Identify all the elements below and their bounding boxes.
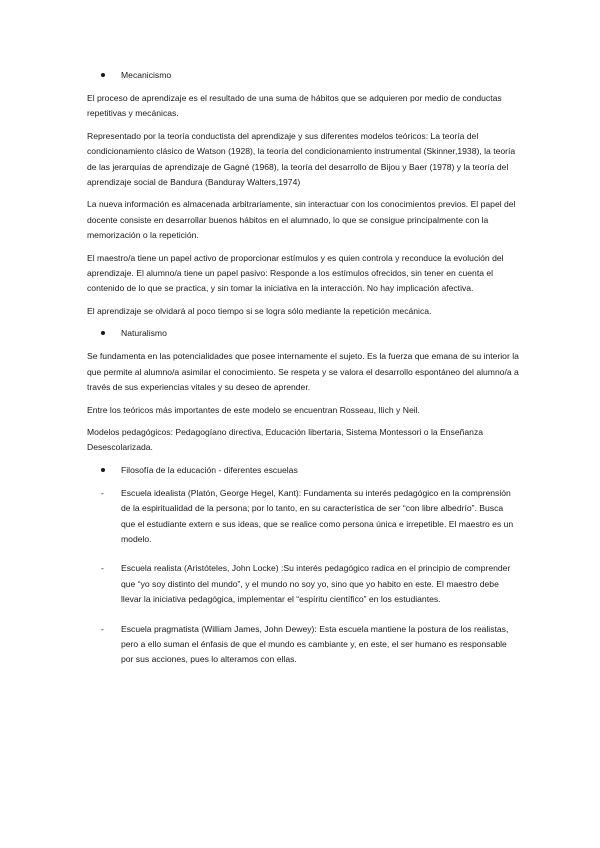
paragraph: Entre los teóricos más importantes de este modelo se encuentran Rosseau, Ilich y Neil. bbox=[87, 404, 420, 415]
list-item-text: Escuela idealista (Platón, George Hegel, Kant): Fundamenta su interés pedagógico en la comprensión de la espiritualidad de la persona; por lo tanto, en su característica de ser “con libre albedrío”. Busca que el estudiante extern e sus ideas, que se realice como persona única e irrepetible. El maestro es un modelo. bbox=[121, 487, 514, 544]
bullet-dot-icon bbox=[101, 331, 105, 335]
paragraph: El maestro/a tiene un papel activo de proporcionar estímulos y es quien controla y reconduce la evolución del aprendizaje. El alumno/a tiene un papel pasivo: Responde a los estímulos ofrecidos, sin tener en cuenta el contenido de lo que se practica, y sin tomar la iniciativa en la interacción. No hay implicación afectiva. bbox=[87, 252, 504, 294]
heading-mecanicismo: Mecanicismo bbox=[121, 70, 172, 80]
paragraph: Se fundamenta en las potencialidades que posee internamente el sujeto. Es la fuerza que emana de su interior la que permite al alumno/a asimilar el conocimiento. Se respeta y se valora el desarrollo espontáneo del alumno/a a través de sus experiencias vitales y su deseo de aprender. bbox=[87, 351, 519, 393]
list-item-escuela-idealista bbox=[87, 486, 519, 548]
bullet-heading-naturalismo bbox=[87, 326, 519, 341]
paragraph: Modelos pedagógicos: Pedagogíano directiva, Educación libertaria, Sistema Montessori o la Enseñanza Desescolarizada. bbox=[87, 426, 484, 453]
paragraph: La nueva información es almacenada arbitrariamente, sin interactuar con los conocimientos previos. El papel del docente consiste en desarrollar buenos hábitos en el alumnado, lo que se consigue principalmente con la memorización o la repetición. bbox=[87, 199, 516, 241]
bullet-dot-icon bbox=[101, 468, 105, 472]
dash-marker: - bbox=[101, 623, 104, 634]
bullet-heading-mecanicismo bbox=[87, 68, 519, 83]
paragraph: El proceso de aprendizaje es el resultado de una suma de hábitos que se adquieren por medio de conductas repetitivas y mecánicas. bbox=[87, 93, 502, 119]
list-item-escuela-realista bbox=[87, 561, 519, 607]
dash-marker: - bbox=[101, 563, 104, 574]
document-body bbox=[87, 68, 519, 682]
bullet-dot-icon bbox=[101, 73, 105, 77]
paragraph: Representado por la teoría conductista del aprendizaje y sus diferentes modelos teóricos: La teoría del condicionamiento clásico de Watson (1928), la teoría del condicionamiento instrumental (Skinner,1938), la teoría de las jerarquías de aprendizaje de Gagné (1968), la teoría del desarrollo de Bijou y Baer (1978) y la teoría del aprendizaje social de Bandura (Banduray Walters,1974) bbox=[87, 130, 516, 188]
paragraph: El aprendizaje se olvidará al poco tiempo si se logra sólo mediante la repetición mecánica. bbox=[87, 305, 432, 316]
heading-filosofia: Filosofía de la educación - diferentes escuelas bbox=[121, 464, 298, 475]
list-item-escuela-pragmatista bbox=[87, 622, 519, 668]
list-item-text: Escuela realista (Aristóteles, John Locke) :Su interés pedagógico radica en el principio de comprender que “yo soy distinto del mundo”, y el mundo no soy yo, sino que yo habito en este. El maestro debe llevar la iniciativa pedagógica, implementar el “espíritu científico” en los estudiantes. bbox=[121, 563, 511, 605]
bullet-heading-filosofia bbox=[87, 463, 519, 478]
dash-marker: - bbox=[101, 487, 104, 498]
list-item-text: Escuela pragmatista (William James, John Dewey): Esta escuela mantiene la postura de los realistas, pero a ello suman el énfasis de que el mundo es cambiante y, en este, el ser humano es responsable por sus acciones, pues lo alteramos con ellas. bbox=[121, 623, 509, 665]
heading-naturalismo: Naturalismo bbox=[121, 328, 167, 339]
